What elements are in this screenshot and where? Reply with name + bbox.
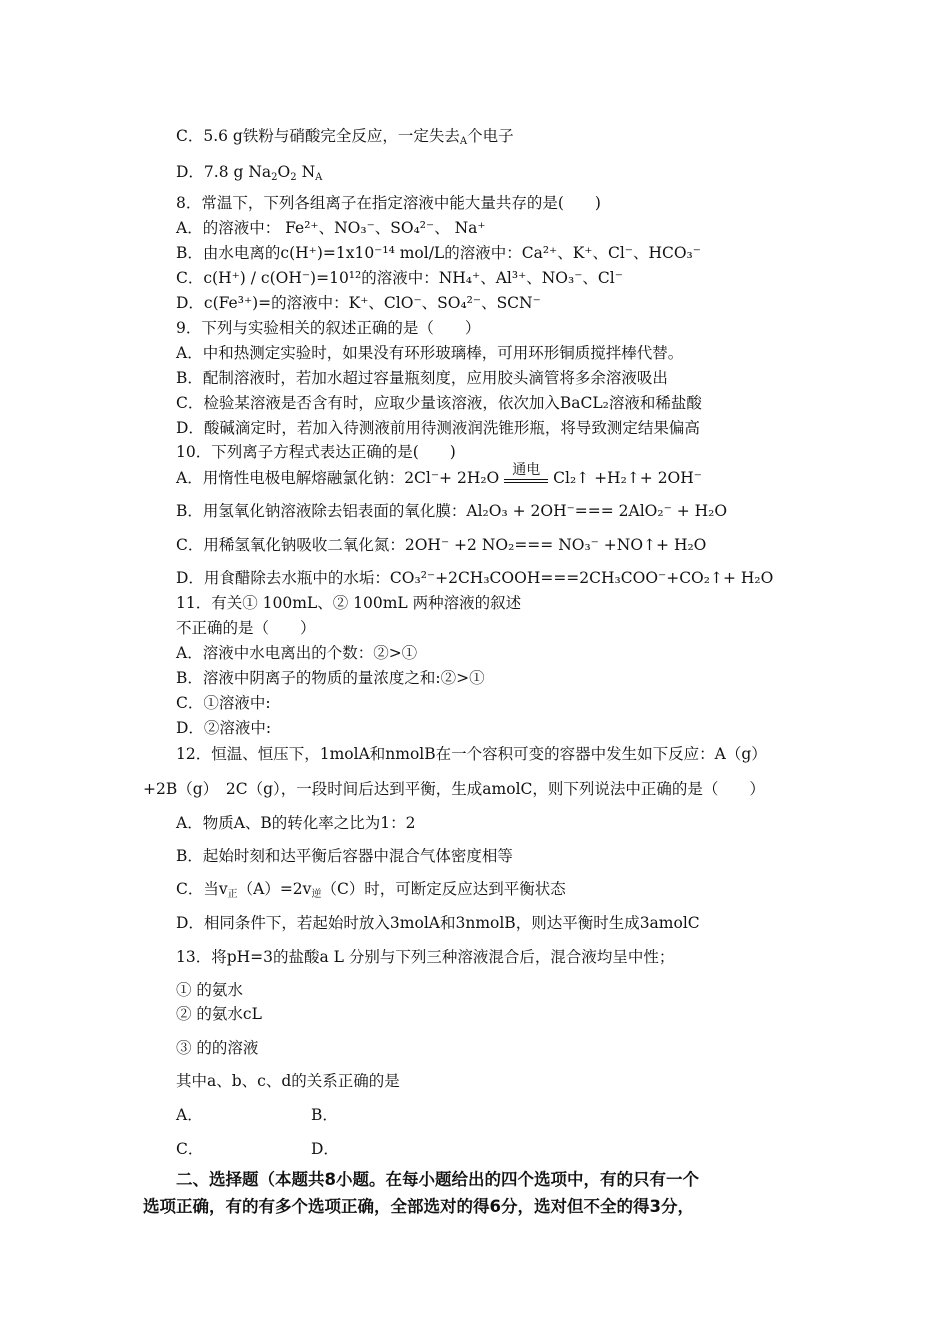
section2-heading: 二、选择题（本题共8小题。在每小题给出的四个选项中，有的只有一个	[176, 1170, 699, 1189]
q11-stem-cont: 不正确的是（ ）	[176, 619, 316, 637]
q7-option-c: C．5.6 g铁粉与硝酸完全反应，一定失去$_A$个电子	[176, 127, 514, 147]
q10-option-c: C．用稀氢氧化钠吸收二氧化氮：2OH⁻ +2 NO₂=== NO₃⁻ +NO↑+ H₂O	[176, 536, 707, 554]
q11-option-c: C．①溶液中:	[176, 694, 271, 712]
q8-option-c: C．c(H⁺) / c(OH⁻)=10¹²的溶液中：NH₄⁺、Al³⁺、NO₃⁻、Cl⁻	[176, 269, 623, 287]
q9-option-b: B．配制溶液时，若加水超过容量瓶刻度，应用胶头滴管将多余溶液吸出	[176, 369, 668, 387]
q7-option-d: D．7.8 g $Na_2O_2$ $N_A$	[176, 163, 323, 183]
q13-option-a: A．	[176, 1106, 203, 1124]
q11-option-a: A．溶液中水电离出的个数：②>①	[176, 644, 418, 662]
q13-item-1: ① 的氨水	[176, 981, 243, 999]
q9-option-c: C．检验某溶液是否含有时，应取少量该溶液，依次加入BaCL₂溶液和稀盐酸	[176, 394, 702, 412]
q10-option-a: A．用惰性电极电解熔融氯化钠：2Cl⁻+ 2H₂O 通电 Cl₂↑ +H₂↑+ 2OH⁻	[176, 462, 702, 487]
q13-ask: 其中a、b、c、d的关系正确的是	[176, 1072, 400, 1090]
q8-option-b: B．由水电离的c(H⁺)=1x10⁻¹⁴ mol/L的溶液中：Ca²⁺、K⁺、Cl⁻、HCO₃⁻	[176, 244, 701, 262]
q8-option-a: A．的溶液中： Fe²⁺、NO₃⁻、SO₄²⁻、 Na⁺	[176, 219, 486, 237]
q13-item-2: ② 的氨水cL	[176, 1005, 262, 1023]
q12-stem-cont: +2B（g） 2C（g），一段时间后达到平衡，生成amolC，则下列说法中正确的是（ ）	[143, 780, 765, 798]
q13-stem: 13．将pH=3的盐酸a L 分别与下列三种溶液混合后，混合液均呈中性；	[176, 948, 675, 966]
q9-option-a: A．中和热测定实验时，如果没有环形玻璃棒，可用环形铜质搅拌棒代替。	[176, 344, 684, 362]
q12-option-a: A．物质A、B的转化率之比为1：2	[176, 814, 416, 832]
q12-option-c: C．当$v_正(A)=2v_逆(C)$时，可断定反应达到平衡状态	[176, 880, 566, 900]
q13-option-b: B．	[311, 1106, 338, 1124]
q11-option-d: D．②溶液中:	[176, 719, 272, 737]
q12-option-d: D．相同条件下，若起始时放入3molA和3nmolB，则达平衡时生成3amolC	[176, 914, 700, 932]
q12-option-b: B．起始时刻和达平衡后容器中混合气体密度相等	[176, 847, 513, 865]
q8-stem: 8．常温下，下列各组离子在指定溶液中能大量共存的是( )	[176, 194, 601, 212]
q9-stem: 9．下列与实验相关的叙述正确的是（ ）	[176, 319, 481, 337]
q8-option-d: D．c(Fe³⁺)=的溶液中：K⁺、ClO⁻、SO₄²⁻、SCN⁻	[176, 294, 541, 312]
q10-option-b: B．用氢氧化钠溶液除去铝表面的氧化膜：Al₂O₃ + 2OH⁻=== 2AlO₂⁻ + H₂O	[176, 502, 728, 520]
q13-item-3: ③ 的的溶液	[176, 1039, 259, 1057]
q10-stem: 10．下列离子方程式表达正确的是( )	[176, 443, 456, 461]
q13-option-d: D．	[311, 1140, 339, 1158]
q12-stem: 12．恒温、恒压下，1molA和nmolB在一个容积可变的容器中发生如下反应：A（g）	[176, 745, 767, 763]
section2-heading-cont: 选项正确，有的有多个选项正确，全部选对的得6分，选对但不全的得3分，	[143, 1197, 694, 1216]
reaction-condition-electrolysis: 通电	[504, 473, 548, 483]
q13-option-c: C．	[176, 1140, 204, 1158]
q11-option-b: B．溶液中阴离子的物质的量浓度之和:②>①	[176, 669, 485, 687]
q11-stem: 11．有关① 100mL、② 100mL 两种溶液的叙述	[176, 594, 522, 612]
q10-option-d: D．用食醋除去水瓶中的水垢：CO₃²⁻+2CH₃COOH===2CH₃COO⁻+CO₂↑+ H₂O	[176, 569, 774, 587]
q9-option-d: D．酸碱滴定时，若加入待测液前用待测液润洗锥形瓶，将导致测定结果偏高	[176, 419, 700, 437]
